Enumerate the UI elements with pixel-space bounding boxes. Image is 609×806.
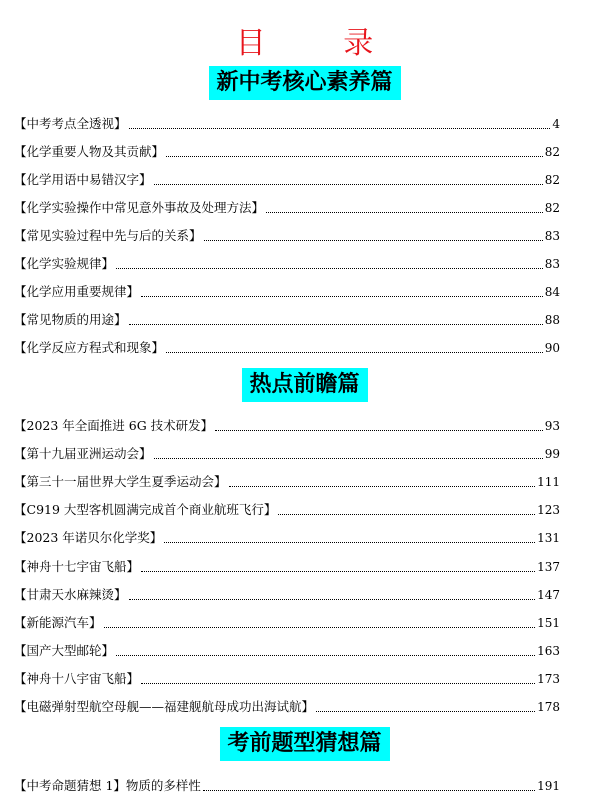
leader-dots <box>129 598 536 600</box>
toc-entry-page: 163 <box>537 644 560 658</box>
leader-dots <box>141 295 543 297</box>
toc-entry-label: 【常见物质的用途】 <box>14 312 127 327</box>
toc-entry-page: 83 <box>544 257 560 271</box>
leader-dots <box>204 239 543 241</box>
section-heading-core-literacy: 新中考核心素养篇 <box>208 66 400 100</box>
toc-entry[interactable] <box>14 444 560 464</box>
toc-entry[interactable] <box>14 776 560 796</box>
toc-entry-label: 【国产大型邮轮】 <box>14 643 115 658</box>
toc-entry-page: 123 <box>537 503 560 517</box>
toc-entry[interactable] <box>14 142 560 162</box>
toc-entry-label: 【甘肃天水麻辣烫】 <box>14 587 127 602</box>
toc-entry-label: 【化学实验操作中常见意外事故及处理方法】 <box>14 200 265 215</box>
toc-entry[interactable] <box>14 557 560 577</box>
toc-entry[interactable] <box>14 226 560 246</box>
leader-dots <box>129 127 551 129</box>
toc-entry[interactable] <box>14 416 560 436</box>
toc-entry-page: 83 <box>544 229 560 243</box>
leader-dots <box>141 682 535 684</box>
leader-dots <box>215 429 543 431</box>
toc-entry-label: 【电磁弹射型航空母舰——福建舰航母成功出海试航】 <box>14 699 315 714</box>
leader-dots <box>316 710 535 712</box>
toc-entry[interactable] <box>14 613 560 633</box>
leader-dots <box>266 211 543 213</box>
toc-entry-page: 82 <box>544 145 560 159</box>
toc-entry-page: 111 <box>537 475 560 489</box>
section-heading-question-predictions: 考前题型猜想篇 <box>219 727 389 761</box>
toc-entry-label: 【第三十一届世界大学生夏季运动会】 <box>14 474 227 489</box>
toc-entry[interactable] <box>14 310 560 330</box>
leader-dots <box>141 570 535 572</box>
toc-entry-label: 【2023 年全面推进 6G 技术研发】 <box>14 418 214 433</box>
toc-entry-page: 137 <box>537 560 560 574</box>
toc-entry-page: 90 <box>544 341 560 355</box>
toc-entry[interactable] <box>14 338 560 358</box>
toc-entry-label: 【化学反应方程式和现象】 <box>14 340 165 355</box>
leader-dots <box>116 267 543 269</box>
toc-entry-page: 88 <box>544 313 560 327</box>
toc-entry[interactable] <box>14 669 560 689</box>
leader-dots <box>116 654 535 656</box>
leader-dots <box>154 457 543 459</box>
leader-dots <box>166 155 543 157</box>
toc-entry-page: 84 <box>544 285 560 299</box>
toc-entry-label: 【化学应用重要规律】 <box>14 284 140 299</box>
toc-entry-label: 【神舟十八宇宙飞船】 <box>14 671 140 686</box>
toc-entry-label: 【神舟十七宇宙飞船】 <box>14 559 140 574</box>
toc-entry-page: 93 <box>544 419 560 433</box>
toc-entry-label: 【第十九届亚洲运动会】 <box>14 446 152 461</box>
toc-entry[interactable] <box>14 585 560 605</box>
toc-entry[interactable] <box>14 528 560 548</box>
toc-entry-page: 82 <box>544 173 560 187</box>
toc-entry-page: 99 <box>544 447 560 461</box>
leader-dots <box>164 541 535 543</box>
page-title: 目 录 <box>235 26 408 61</box>
leader-dots <box>229 485 536 487</box>
toc-entry-label: 【化学实验规律】 <box>14 256 115 271</box>
toc-entry[interactable] <box>14 472 560 492</box>
leader-dots <box>129 323 543 325</box>
toc-entry[interactable] <box>14 198 560 218</box>
leader-dots <box>203 789 535 791</box>
toc-entry-page: 178 <box>537 700 560 714</box>
toc-entry[interactable] <box>14 641 560 661</box>
toc-entry-page: 82 <box>544 201 560 215</box>
toc-entry-label: 【中考命题猜想 1】物质的多样性 <box>14 778 201 793</box>
toc-entry[interactable] <box>14 254 560 274</box>
toc-entry-label: 【C919 大型客机圆满完成首个商业航班飞行】 <box>14 502 277 517</box>
toc-entry-page: 131 <box>537 531 560 545</box>
toc-entry-label: 【2023 年诺贝尔化学奖】 <box>14 530 163 545</box>
toc-entry[interactable] <box>14 282 560 302</box>
toc-entry[interactable] <box>14 114 560 134</box>
section-heading-hot-topics: 热点前瞻篇 <box>241 368 367 402</box>
leader-dots <box>154 183 543 185</box>
leader-dots <box>278 513 535 515</box>
toc-entry-label: 【化学重要人物及其贡献】 <box>14 144 165 159</box>
toc-entry[interactable] <box>14 500 560 520</box>
toc-entry-label: 【新能源汽车】 <box>14 615 102 630</box>
leader-dots <box>104 626 536 628</box>
toc-entry-label: 【中考考点全透视】 <box>14 116 127 131</box>
toc-entry-page: 191 <box>537 779 560 793</box>
toc-entry-label: 【常见实验过程中先与后的关系】 <box>14 228 202 243</box>
toc-entry[interactable] <box>14 697 560 717</box>
toc-entry-page: 173 <box>537 672 560 686</box>
toc-entry-page: 147 <box>537 588 560 602</box>
toc-entry-label: 【化学用语中易错汉字】 <box>14 172 152 187</box>
leader-dots <box>166 351 543 353</box>
toc-entry[interactable] <box>14 170 560 190</box>
toc-entry-page: 151 <box>537 616 560 630</box>
toc-entry-page: 4 <box>552 117 560 131</box>
